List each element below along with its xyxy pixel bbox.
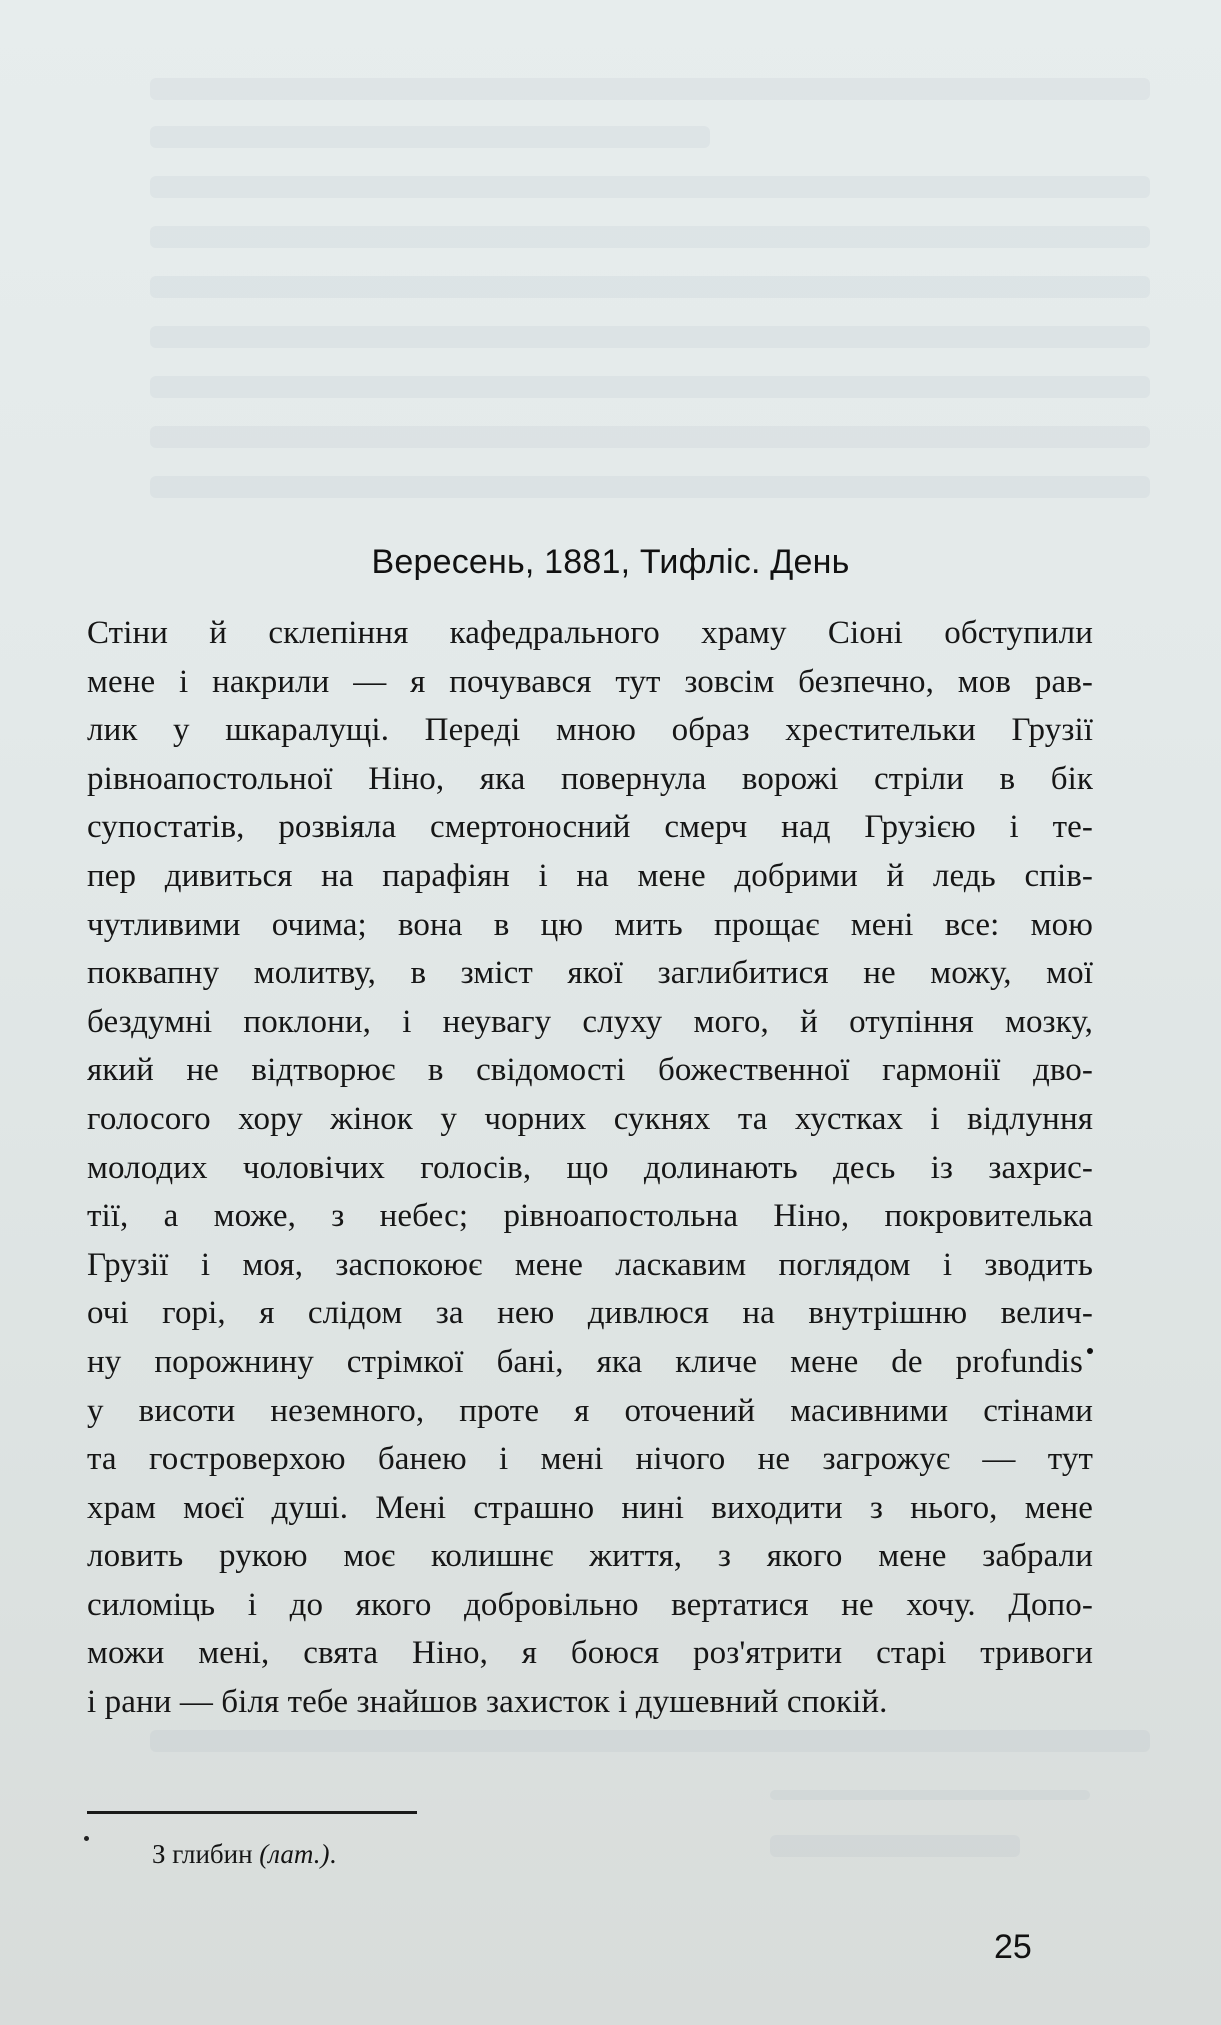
body-line: тії, а може, з небес; рівноапостольна Ніно, покровителька [87, 1198, 1093, 1235]
footnote-language-note: (лат.) [259, 1839, 330, 1869]
body-line: рівноапостольної Ніно, яка повернула ворожі стріли в бік [87, 760, 1093, 797]
body-line: голосого хору жінок у чорних сукнях та хустках і відлуння [87, 1100, 1093, 1137]
body-line: у висоти неземного, проте я оточений масивними стінами [87, 1392, 1093, 1429]
body-line: супостатів, розвіяла смертоносний смерч над Грузією і те- [87, 809, 1093, 846]
body-line: можи мені, свята Ніно, я боюся роз'ятрити старі тривоги [87, 1635, 1093, 1672]
body-line: ловить рукою моє колишнє життя, з якого мене забрали [87, 1538, 1093, 1575]
body-line: пер дивиться на парафіян і на мене добрими й ледь спів- [87, 857, 1093, 894]
body-line: поквапну молитву, в зміст якої заглибитися не можу, мої [87, 955, 1093, 992]
body-line: молодих чоловічих голосів, що долинають десь із захрис- [87, 1149, 1093, 1186]
body-line: лик у шкаралущі. Переді мною образ хрестительки Грузії [87, 712, 1093, 749]
body-line: чутливими очима; вона в цю мить прощає мені все: мою [87, 906, 1093, 943]
body-line-text: ну порожнину стрімкої бані, яка кличе мене de profundis [87, 1343, 1083, 1380]
section-heading: Вересень, 1881, Тифліс. День [371, 543, 850, 581]
body-line: Стіни й склепіння кафедрального храму Сіоні обступили [87, 615, 1093, 651]
body-line: очі горі, я слідом за нею дивлюся на внутрішню велич- [87, 1295, 1093, 1332]
footnote-text [152, 1838, 336, 1870]
body-line: силоміць і до якого добровільно вертатися не хочу. Допо- [87, 1586, 1093, 1623]
footnote-translation: З глибин [152, 1839, 260, 1869]
footnote-marker-icon [84, 1836, 89, 1841]
body-line: Грузії і моя, заспокоює мене ласкавим поглядом і зводить [87, 1246, 1093, 1283]
body-line: храм моєї душі. Мені страшно нині виходити з нього, мене [87, 1489, 1093, 1526]
body-line: та гостроверхою банею і мені нічого не загрожує — тут [87, 1441, 1093, 1478]
footnote-reference-marker[interactable] [1087, 1348, 1093, 1354]
body-line: мене і накрили — я почувався тут зовсім безпечно, мов рав- [87, 663, 1093, 700]
body-paragraph [87, 609, 1093, 1727]
footnote-period: . [329, 1839, 337, 1869]
body-line: і рани — біля тебе знайшов захисток і душевний спокій. [87, 1684, 888, 1721]
body-line: бездумні поклони, і неувагу слуху мого, й отупіння мозку, [87, 1003, 1093, 1040]
body-line-with-footnote [87, 1338, 1093, 1387]
page-number: 25 [994, 1928, 1032, 1966]
footnote-separator [87, 1811, 417, 1814]
body-line: який не відтворює в свідомості божественної гармонії дво- [87, 1052, 1093, 1089]
